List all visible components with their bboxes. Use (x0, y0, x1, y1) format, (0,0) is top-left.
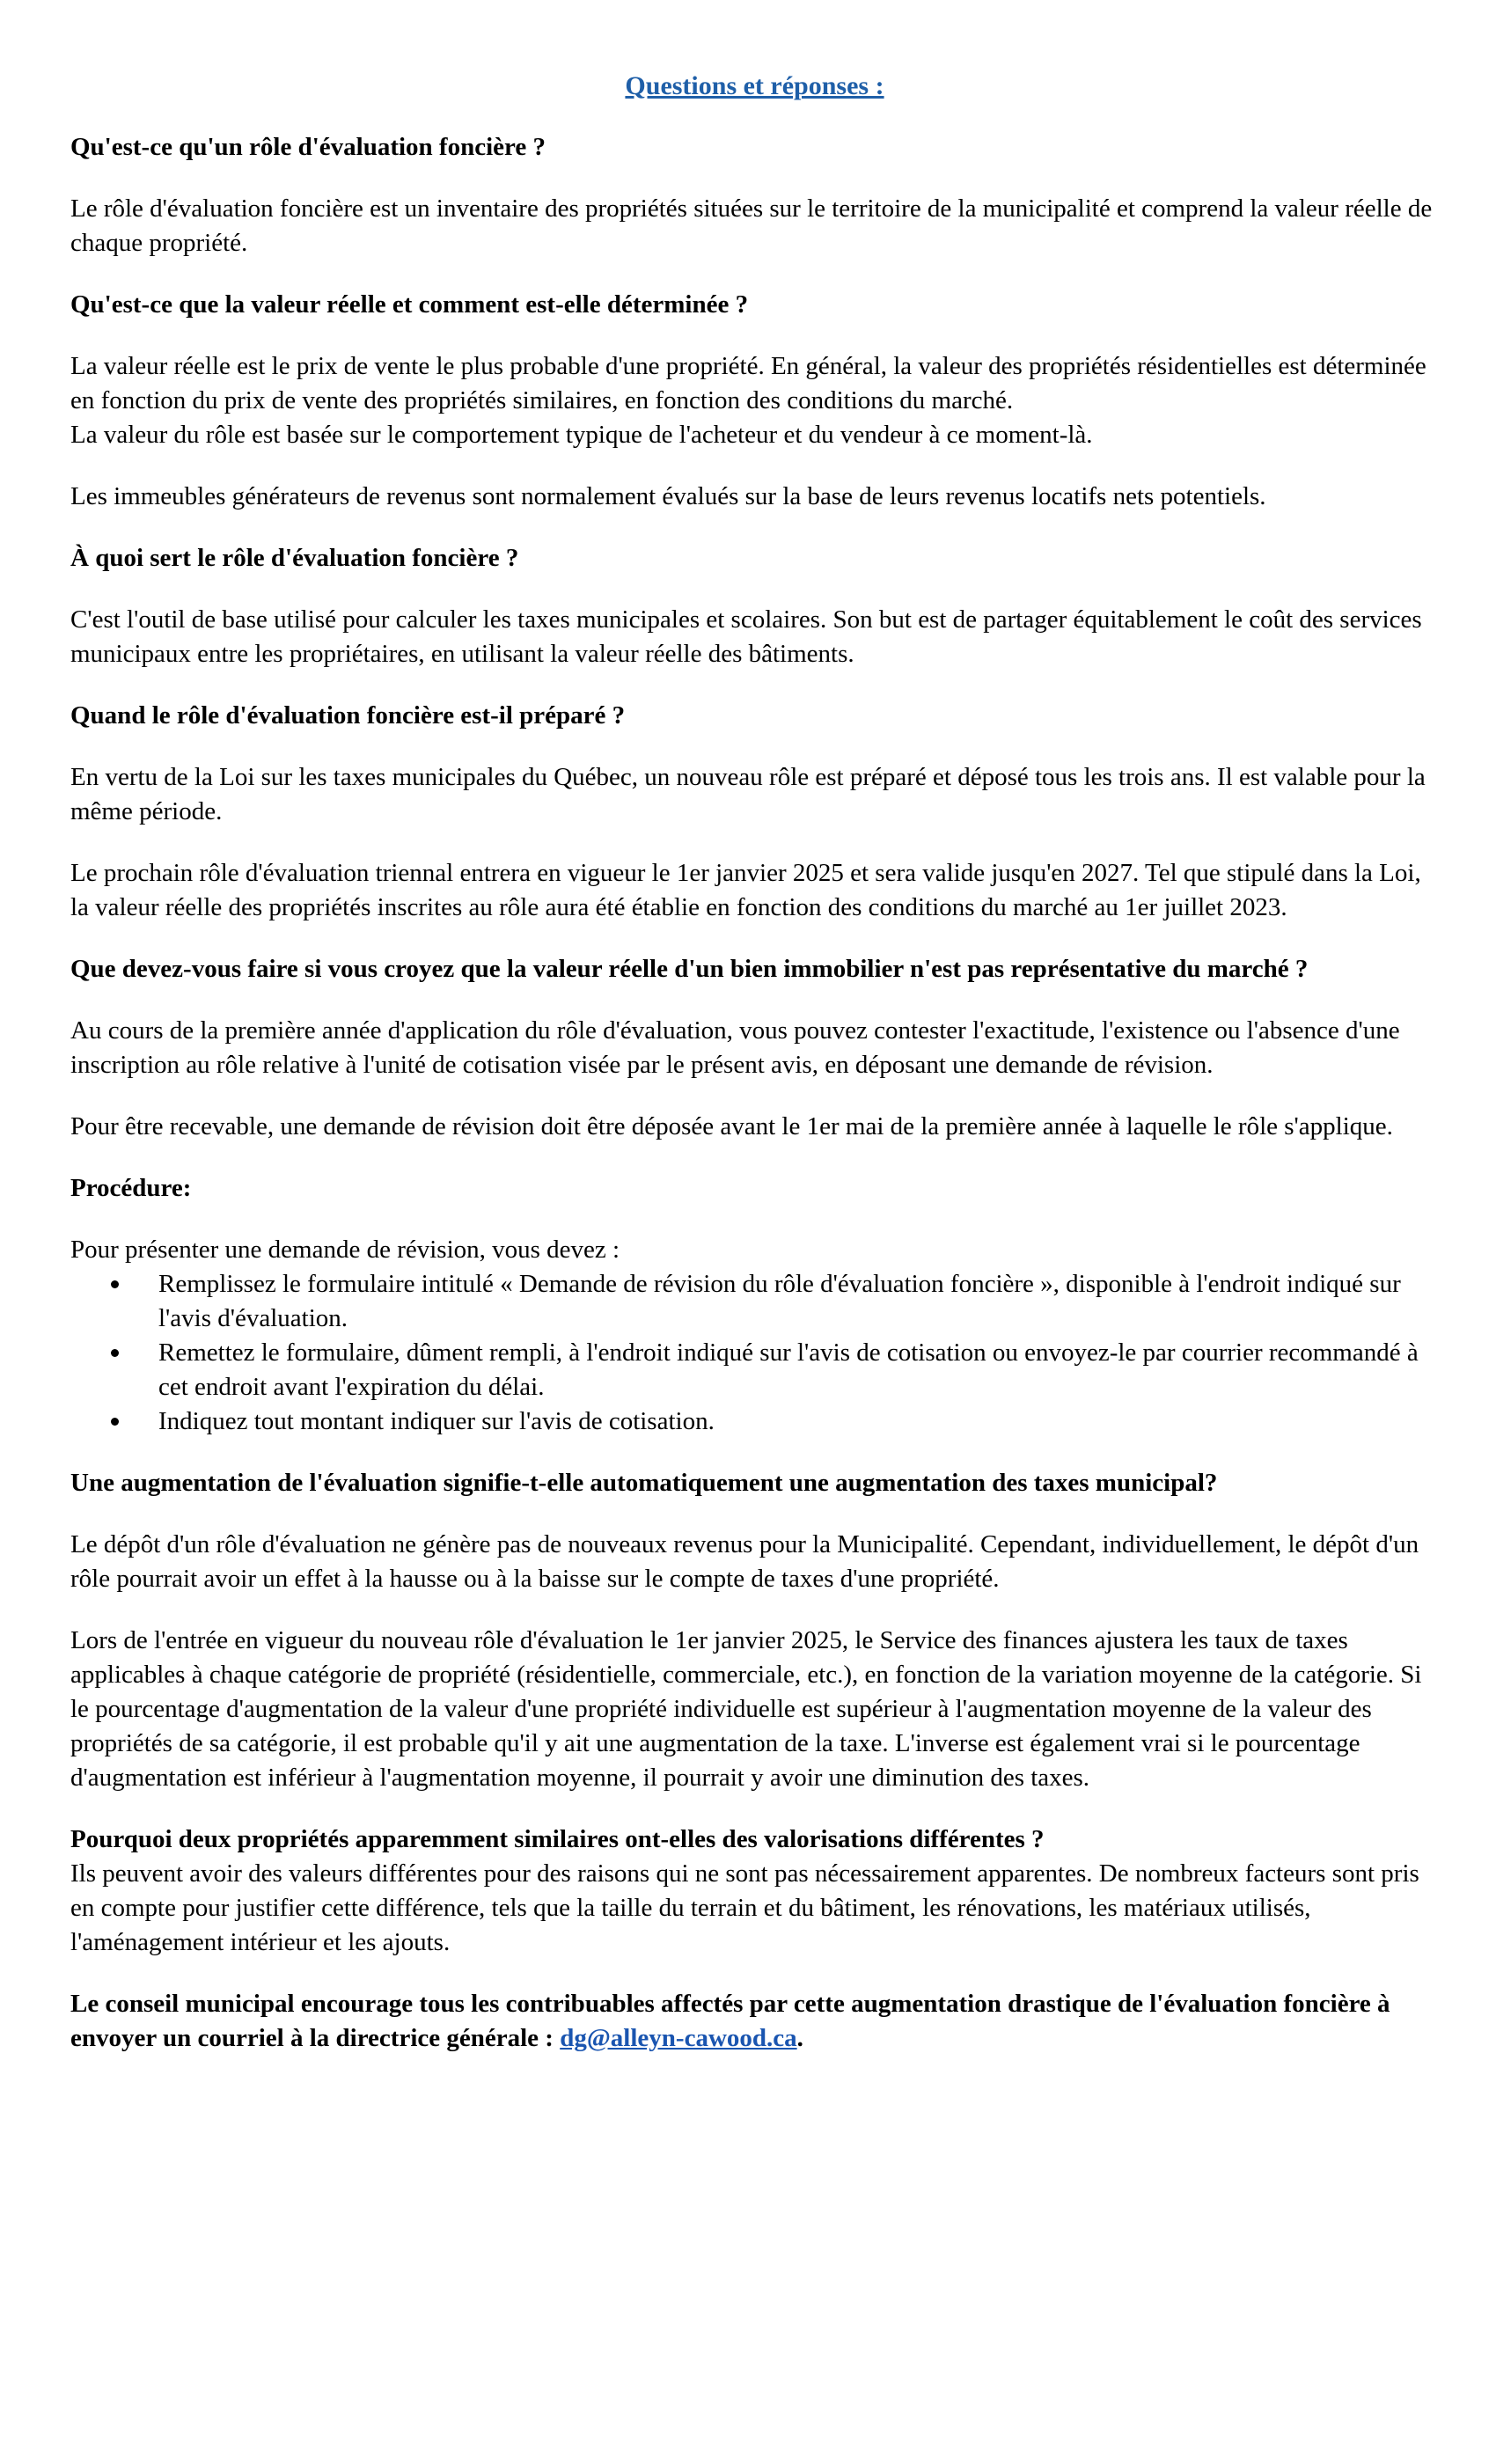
question-heading: Quand le rôle d'évaluation foncière est-il préparé ? (70, 701, 626, 730)
question-heading: À quoi sert le rôle d'évaluation foncière ? (70, 544, 519, 572)
answer-paragraph: La valeur réelle est le prix de vente le plus probable d'une propriété. En général, la valeur des propriétés résidentielles est déterminée en fonction du prix de vente des propriétés similaires, en fonction des conditions du marché. (70, 352, 1426, 414)
question-heading: Que devez-vous faire si vous croyez que la valeur réelle d'un bien immobilier n'est pas représentative du marché ? (70, 955, 1309, 983)
answer-paragraph: Ils peuvent avoir des valeurs différentes pour des raisons qui ne sont pas nécessairement apparentes. De nombreux facteurs sont pris en compte pour justifier cette différence, tels que la taille du terrain et du bâtiment, les rénovations, les matériaux utilisés, l'aménagement intérieur et les ajouts. (70, 1859, 1419, 1956)
question-heading: Qu'est-ce que la valeur réelle et comment est-elle déterminée ? (70, 290, 749, 319)
answer-paragraph: Le rôle d'évaluation foncière est un inventaire des propriétés situées sur le territoire de la municipalité et comprend la valeur réelle de chaque propriété. (70, 194, 1433, 257)
answer-paragraph: Le prochain rôle d'évaluation triennal entrera en vigueur le 1er janvier 2025 et sera valide jusqu'en 2027. Tel que stipulé dans la Loi, la valeur réelle des propriétés inscrites au rôle aura été établie en fonction des conditions du marché au 1er juillet 2023. (70, 859, 1421, 921)
page-title: Questions et réponses : (625, 71, 884, 100)
question-heading: Qu'est-ce qu'un rôle d'évaluation foncière ? (70, 133, 546, 161)
question-heading: Une augmentation de l'évaluation signifie-t-elle automatiquement une augmentation des taxes municipal? (70, 1469, 1218, 1497)
answer-paragraph: C'est l'outil de base utilisé pour calculer les taxes municipales et scolaires. Son but est de partager équitablement le coût des services municipaux entre les propriétaires, en utilisant la valeur réelle des bâtiments. (70, 605, 1422, 668)
answer-paragraph: Pour être recevable, une demande de révision doit être déposée avant le 1er mai de la première année à laquelle le rôle s'applique. (70, 1112, 1393, 1140)
closing-end: . (796, 2024, 803, 2052)
closing-text: Le conseil municipal encourage tous les contribuables affectés par cette augmentation drastique de l'évaluation foncière à envoyer un courriel à la directrice générale : (70, 1990, 1390, 2052)
procedure-step: Remplissez le formulaire intitulé « Demande de révision du rôle d'évaluation foncière », disponible à l'endroit indiqué sur l'avis d'évaluation. (158, 1267, 1439, 1336)
procedure-list (70, 1267, 1439, 1439)
email-link[interactable]: dg@alleyn-cawood.ca (560, 2024, 797, 2052)
document-content (70, 69, 1439, 2083)
answer-paragraph: Au cours de la première année d'application du rôle d'évaluation, vous pouvez contester l'exactitude, l'existence ou l'absence d'une inscription au rôle relative à l'unité de cotisation visée par le présent avis, en déposant une demande de révision. (70, 1016, 1400, 1079)
question-heading: Pourquoi deux propriétés apparemment similaires ont-elles des valorisations différentes ? (70, 1825, 1045, 1853)
procedure-intro: Pour présenter une demande de révision, vous devez : (70, 1236, 620, 1264)
procedure-step: Remettez le formulaire, dûment rempli, à l'endroit indiqué sur l'avis de cotisation ou envoyez-le par courrier recommandé à cet endroit avant l'expiration du délai. (158, 1336, 1439, 1404)
closing-statement (70, 1987, 1439, 2056)
answer-paragraph: Le dépôt d'un rôle d'évaluation ne génère pas de nouveaux revenus pour la Municipalité. Cependant, individuellement, le dépôt d'un rôle pourrait avoir un effet à la hausse ou à la baisse sur le compte de taxes d'une propriété. (70, 1530, 1419, 1593)
answer-paragraph: La valeur du rôle est basée sur le comportement typique de l'acheteur et du vendeur à ce moment-là. (70, 421, 1093, 449)
answer-paragraph: En vertu de la Loi sur les taxes municipales du Québec, un nouveau rôle est préparé et déposé tous les trois ans. Il est valable pour la même période. (70, 763, 1426, 825)
procedure-heading: Procédure: (70, 1174, 192, 1202)
procedure-step: Indiquez tout montant indiquer sur l'avis de cotisation. (158, 1404, 1439, 1439)
answer-paragraph: Les immeubles générateurs de revenus sont normalement évalués sur la base de leurs revenus locatifs nets potentiels. (70, 482, 1266, 510)
answer-paragraph: Lors de l'entrée en vigueur du nouveau rôle d'évaluation le 1er janvier 2025, le Service des finances ajustera les taux de taxes applicables à chaque catégorie de propriété (résidentielle, commerciale, etc.), en fonction de la variation moyenne de la catégorie. Si le pourcentage d'augmentation de la valeur d'une propriété individuelle est supérieur à l'augmentation moyenne de la valeur des propriétés de sa catégorie, il est probable qu'il y ait une augmentation de la taxe. L'inverse est également vrai si le pourcentage d'augmentation est inférieur à l'augmentation moyenne, il pourrait y avoir une diminution des taxes. (70, 1626, 1422, 1792)
